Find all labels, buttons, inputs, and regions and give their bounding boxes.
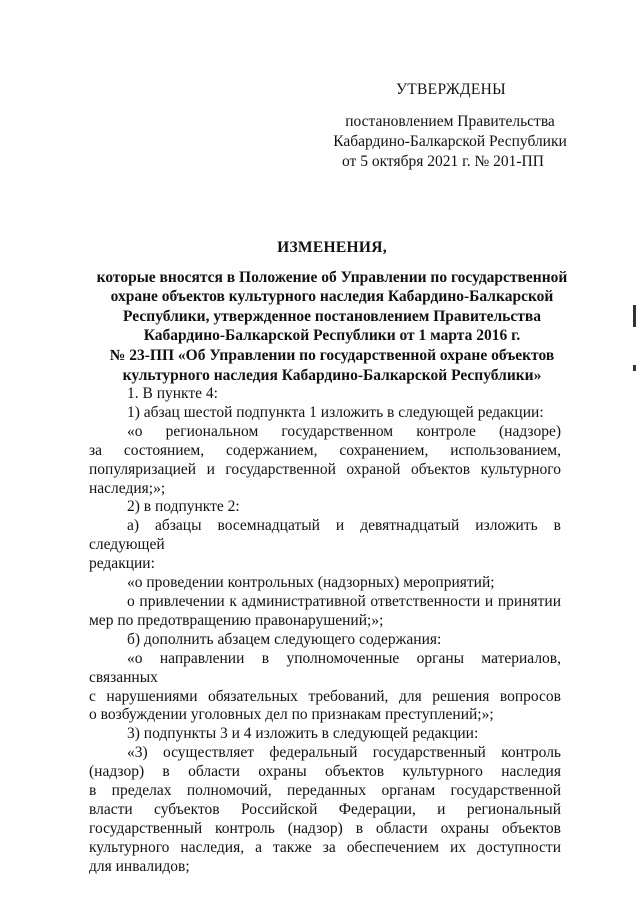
paragraph-line: а) абзацы восемнадцатый и девятнадцатый изложить в следующей	[89, 517, 561, 554]
paragraph-line: редакции:	[89, 555, 155, 573]
paragraph: 3) подпункты 3 и 4 изложить в следующей редакции:	[127, 725, 479, 743]
scan-edge-mark	[633, 365, 636, 371]
approval-line: Кабардино-Балкарской Республики	[333, 133, 567, 150]
heading-line: охране объектов культурного наследия Кабардино-Балкарской	[110, 288, 554, 306]
heading-line: Республики, утвержденное постановлением Правительства	[123, 307, 541, 325]
approval-title: УТВЕРЖДЕНЫ	[396, 81, 506, 98]
paragraph-line: за состоянием, содержанием, сохранением, использованием,	[89, 441, 561, 459]
paragraph-line: «о региональном государственном контроле (надзоре)	[127, 422, 561, 440]
paragraph-line: мер по предотвращению правонарушений;»;	[89, 611, 384, 629]
paragraph-line: (надзор) в области охраны объектов культурного наследия	[89, 763, 561, 781]
approval-stamp	[330, 80, 570, 172]
paragraph-line: культурного наследия, а также за обеспечением их доступности	[89, 838, 561, 856]
approval-line: постановлением Правительства	[345, 113, 555, 130]
heading-line: Кабардино-Балкарской Республики от 1 марта 2016 г.	[143, 327, 521, 345]
paragraph: «о проведении контрольных (надзорных) мероприятий;	[127, 574, 495, 592]
heading-line: культурного наследия Кабардино-Балкарской Республики»	[122, 366, 542, 384]
paragraph-line: с нарушениями обязательных требований, для решения вопросов	[89, 687, 561, 705]
document-body	[89, 385, 561, 877]
paragraph-line: для инвалидов;	[89, 857, 190, 875]
paragraph-line: в пределах полномочий, переданных органам государственной	[89, 782, 561, 800]
paragraph: 1) абзац шестой подпункта 1 изложить в следующей редакции:	[127, 403, 544, 421]
heading-title: ИЗМЕНЕНИЯ,	[277, 239, 387, 256]
paragraph: 2) в подпункте 2:	[127, 498, 240, 516]
paragraph: б) дополнить абзацем следующего содержания:	[127, 630, 442, 648]
paragraph-line: государственный контроль (надзор) в области охраны объектов	[89, 819, 561, 837]
approval-line: от 5 октября 2021 г. № 201-ПП	[342, 153, 544, 170]
scan-edge-mark	[633, 305, 636, 327]
paragraph-line: «о направлении в уполномоченные органы материалов, связанных	[89, 649, 561, 686]
heading-line: № 23-ПП «Об Управлении по государственной охране объектов	[109, 346, 555, 364]
paragraph-line: популяризацией и государственной охраной объектов культурного	[89, 460, 561, 478]
paragraph-line: о возбуждении уголовных дел по признакам преступлений;»;	[89, 706, 494, 724]
paragraph-line: «3) осуществляет федеральный государственный контроль	[127, 744, 561, 762]
paragraph-line: власти субъектов Российской Федерации, и региональный	[89, 800, 561, 818]
heading-line: которые вносятся в Положение об Управлении по государственной	[96, 268, 568, 286]
paragraph-line: наследия;»;	[89, 479, 166, 497]
paragraph-line: о привлечении к административной ответственности и принятии	[127, 592, 561, 610]
document-heading	[72, 238, 592, 385]
paragraph: 1. В пункте 4:	[127, 385, 218, 402]
